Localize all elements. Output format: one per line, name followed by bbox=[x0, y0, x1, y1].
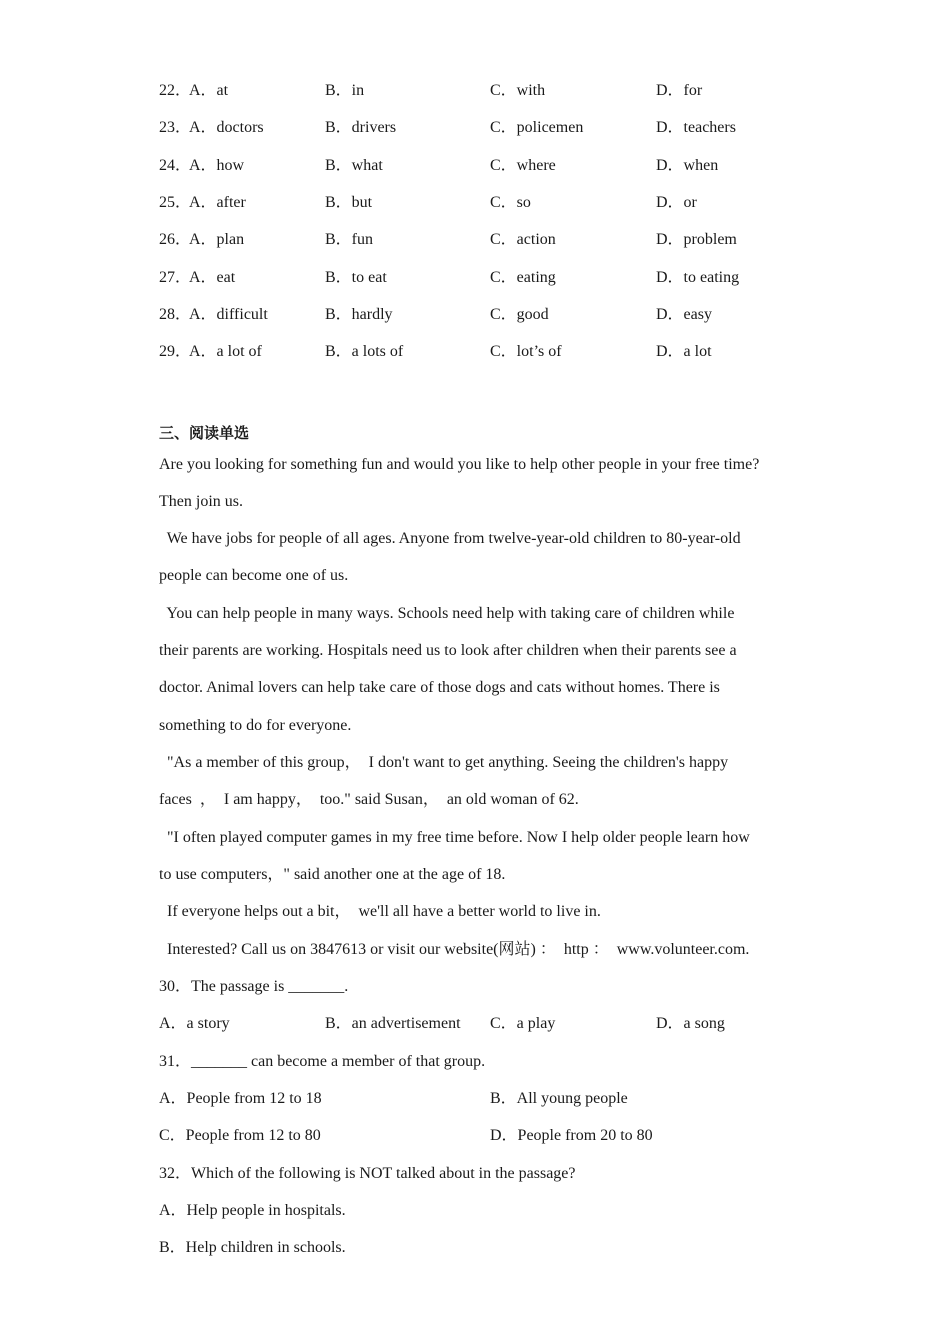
option-a[interactable]: A．a story bbox=[159, 1015, 230, 1032]
option-d[interactable]: D．easy bbox=[656, 306, 712, 323]
section-title: 三、阅读单选 bbox=[159, 424, 250, 442]
option-d[interactable]: D．problem bbox=[656, 231, 737, 248]
option-a[interactable]: A．after bbox=[189, 194, 246, 211]
question-number: 22． bbox=[159, 82, 192, 99]
option-d[interactable]: D．or bbox=[656, 194, 697, 211]
passage-line: "As a member of this group， I don't want to get anything. Seeing the children's happy bbox=[159, 754, 729, 771]
option-d[interactable]: D．when bbox=[656, 157, 719, 174]
option-b[interactable]: B．an advertisement bbox=[325, 1015, 461, 1032]
option-d[interactable]: D．a lot bbox=[656, 343, 712, 360]
passage-line: "I often played computer games in my free time before. Now I help older people learn how bbox=[159, 829, 750, 846]
option-a[interactable]: A．plan bbox=[189, 231, 245, 248]
passage-line: doctor. Animal lovers can help take care of those dogs and cats without homes. There is bbox=[159, 679, 720, 696]
question-32-stem: 32．Which of the following is NOT talked about in the passage? bbox=[159, 1165, 576, 1182]
passage-line: something to do for everyone. bbox=[159, 717, 352, 734]
cloze-question-row bbox=[159, 116, 799, 140]
cloze-question-row bbox=[159, 228, 799, 252]
option-c[interactable]: C．eating bbox=[490, 269, 556, 286]
option-a[interactable]: A．how bbox=[189, 157, 245, 174]
question-number: 29． bbox=[159, 343, 192, 360]
option-d[interactable]: D．for bbox=[656, 82, 703, 99]
passage-line: Interested? Call us on 3847613 or visit our website(网站) ： http ： www.volunteer.com. bbox=[159, 941, 750, 958]
option-a[interactable]: A．Help people in hospitals. bbox=[159, 1202, 346, 1219]
cloze-question-row bbox=[159, 340, 799, 364]
question-number: 25． bbox=[159, 194, 192, 211]
option-b[interactable]: B．what bbox=[325, 157, 383, 174]
question-number: 27． bbox=[159, 269, 192, 286]
option-c[interactable]: C．People from 12 to 80 bbox=[159, 1127, 321, 1144]
passage-line: Are you looking for something fun and would you like to help other people in your free time? bbox=[159, 456, 760, 473]
passage-line: to use computers，" said another one at the age of 18. bbox=[159, 866, 506, 883]
passage-line: Then join us. bbox=[159, 493, 243, 510]
option-b[interactable]: B．to eat bbox=[325, 269, 387, 286]
option-c[interactable]: C．a play bbox=[490, 1015, 556, 1032]
option-b[interactable]: B．hardly bbox=[325, 306, 393, 323]
option-a[interactable]: A．difficult bbox=[189, 306, 268, 323]
option-d[interactable]: D．teachers bbox=[656, 119, 736, 136]
passage-line: people can become one of us. bbox=[159, 567, 349, 584]
option-b[interactable]: B．but bbox=[325, 194, 373, 211]
question-number: 26． bbox=[159, 231, 192, 248]
option-d[interactable]: D．to eating bbox=[656, 269, 740, 286]
option-c[interactable]: C．policemen bbox=[490, 119, 584, 136]
cloze-question-row bbox=[159, 191, 799, 215]
option-c[interactable]: C．where bbox=[490, 157, 556, 174]
option-c[interactable]: C．with bbox=[490, 82, 546, 99]
cloze-question-row bbox=[159, 154, 799, 178]
question-31-options-row1 bbox=[159, 1087, 799, 1111]
option-c[interactable]: C．good bbox=[490, 306, 549, 323]
option-b[interactable]: B．All young people bbox=[490, 1090, 628, 1107]
passage-line: If everyone helps out a bit， we'll all have a better world to live in. bbox=[159, 903, 601, 920]
passage-line: their parents are working. Hospitals need us to look after children when their parents see a bbox=[159, 642, 737, 659]
question-30-stem: 30．The passage is _______. bbox=[159, 978, 349, 995]
question-31-options-row2 bbox=[159, 1124, 799, 1148]
option-a[interactable]: A．People from 12 to 18 bbox=[159, 1090, 322, 1107]
option-b[interactable]: B．Help children in schools. bbox=[159, 1239, 346, 1256]
question-31-stem: 31．_______ can become a member of that group. bbox=[159, 1053, 486, 1070]
passage-line: You can help people in many ways. Schools need help with taking care of children while bbox=[159, 605, 735, 622]
option-a[interactable]: A．doctors bbox=[189, 119, 264, 136]
cloze-question-row bbox=[159, 303, 799, 327]
cloze-question-row bbox=[159, 266, 799, 290]
question-number: 28． bbox=[159, 306, 192, 323]
option-d[interactable]: D．a song bbox=[656, 1015, 725, 1032]
option-b[interactable]: B．a lots of bbox=[325, 343, 404, 360]
option-c[interactable]: C．so bbox=[490, 194, 531, 211]
option-c[interactable]: C．action bbox=[490, 231, 556, 248]
question-30-options bbox=[159, 1012, 799, 1036]
cloze-question-row bbox=[159, 79, 799, 103]
option-a[interactable]: A．eat bbox=[189, 269, 236, 286]
option-b[interactable]: B．fun bbox=[325, 231, 374, 248]
passage-line: We have jobs for people of all ages. Anyone from twelve-year-old children to 80-year-old bbox=[159, 530, 741, 547]
question-number: 24． bbox=[159, 157, 192, 174]
option-b[interactable]: B．drivers bbox=[325, 119, 397, 136]
passage-line: faces ， I am happy， too." said Susan， an old woman of 62. bbox=[159, 791, 579, 808]
option-c[interactable]: C．lot’s of bbox=[490, 343, 562, 360]
option-d[interactable]: D．People from 20 to 80 bbox=[490, 1127, 653, 1144]
question-number: 23． bbox=[159, 119, 192, 136]
option-a[interactable]: A．at bbox=[189, 82, 229, 99]
option-a[interactable]: A．a lot of bbox=[189, 343, 262, 360]
option-b[interactable]: B．in bbox=[325, 82, 365, 99]
